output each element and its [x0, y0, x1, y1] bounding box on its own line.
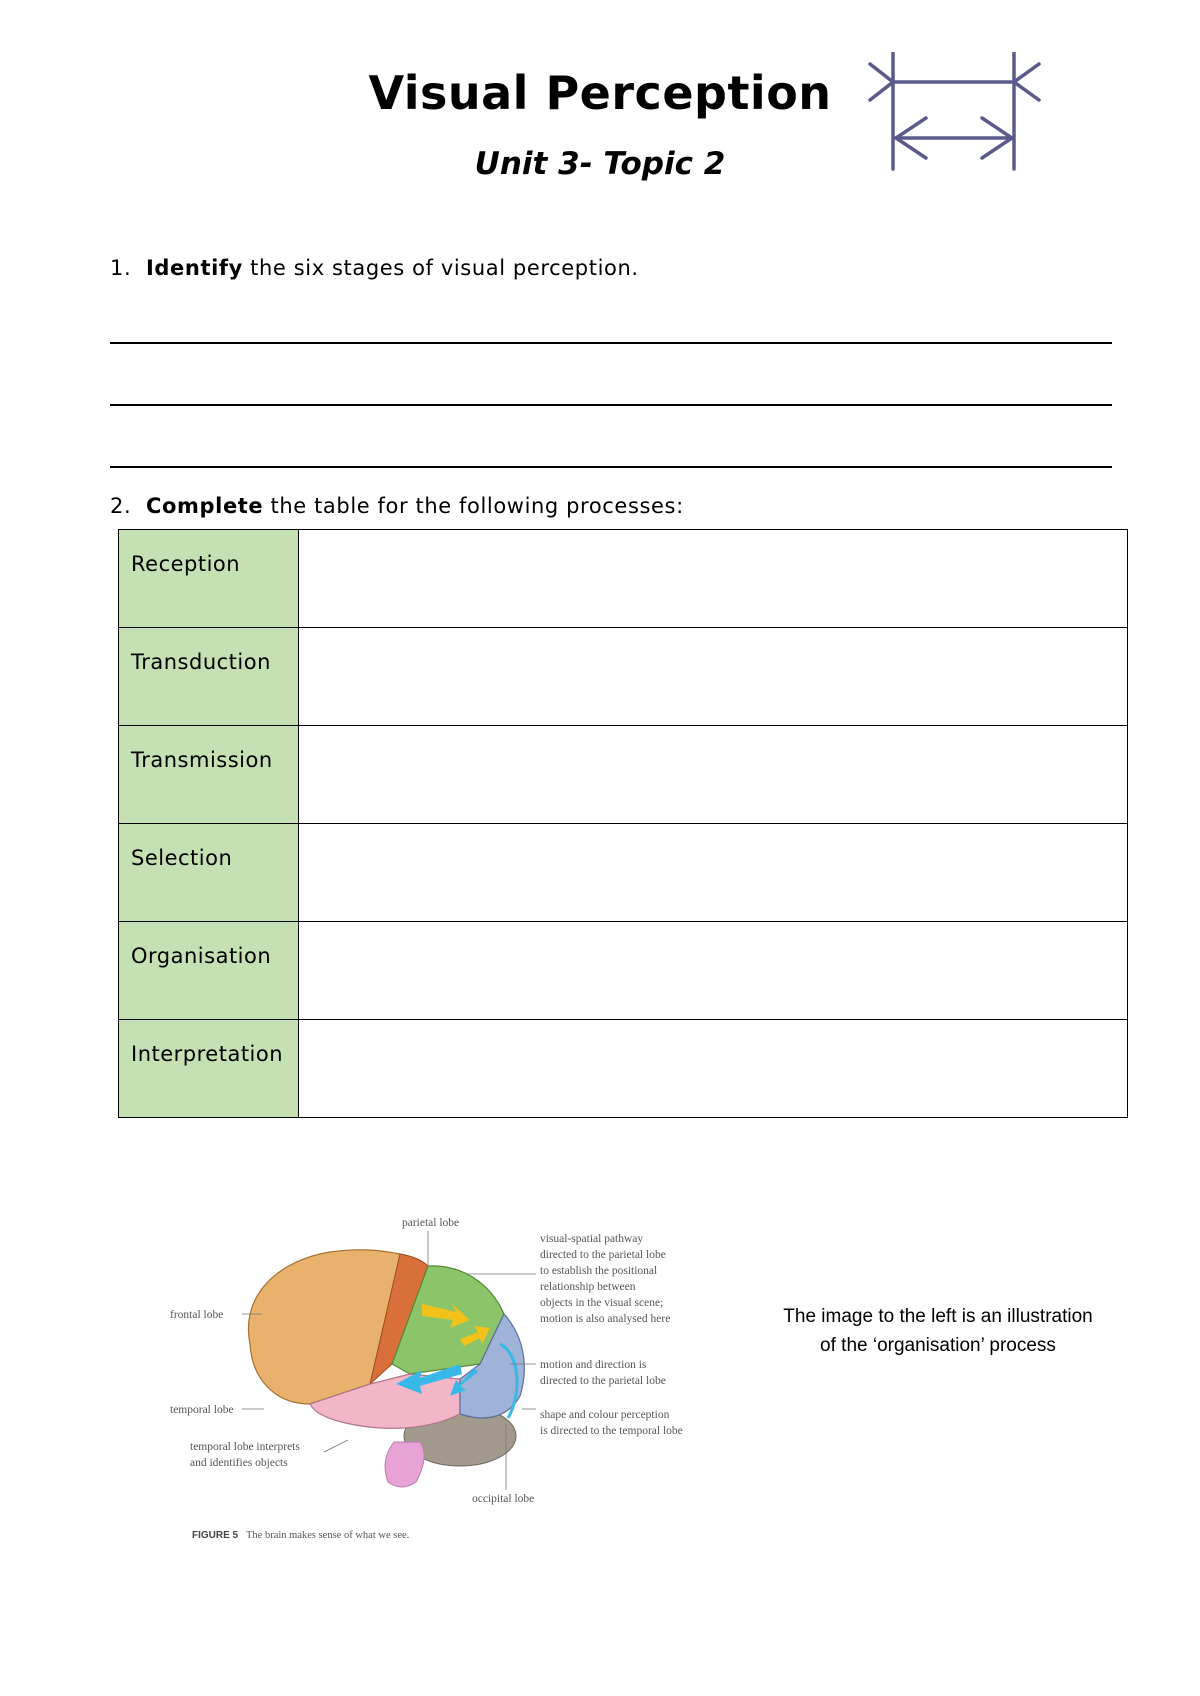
- question-2-text: the table for the following processes:: [263, 494, 684, 518]
- answer-cell-transmission[interactable]: [299, 726, 1128, 824]
- page-subtitle: Unit 3- Topic 2: [474, 146, 726, 182]
- table-row: [119, 824, 1128, 922]
- label-vs-2: directed to the parietal lobe: [540, 1249, 666, 1261]
- question-1-verb: Identify: [146, 256, 243, 280]
- label-vs-3: to establish the positional: [540, 1265, 658, 1277]
- answer-cell-transduction[interactable]: [299, 628, 1128, 726]
- table-row: [119, 1020, 1128, 1118]
- label-temporal-note-1: temporal lobe interprets: [190, 1441, 300, 1453]
- table-row: [119, 726, 1128, 824]
- table-row: [119, 628, 1128, 726]
- figure-caption-text: The brain makes sense of what we see.: [246, 1530, 410, 1541]
- answer-line-3[interactable]: [110, 466, 1112, 468]
- label-frontal-lobe: frontal lobe: [170, 1309, 224, 1321]
- figure-caption-label: FIGURE 5: [192, 1530, 239, 1541]
- row-label-transduction: Transduction: [119, 628, 299, 726]
- question-1-text: the six stages of visual perception.: [242, 256, 639, 280]
- row-label-selection: Selection: [119, 824, 299, 922]
- answer-line-1[interactable]: [110, 342, 1112, 344]
- question-2-verb: Complete: [146, 494, 264, 518]
- page-title: Visual Perception: [368, 66, 832, 120]
- table-row: [119, 922, 1128, 1020]
- label-temporal-note-2: and identifies objects: [190, 1457, 288, 1469]
- brain-illustration: [160, 1204, 720, 1564]
- answer-cell-organisation[interactable]: [299, 922, 1128, 1020]
- label-occipital-lobe: occipital lobe: [472, 1493, 535, 1505]
- side-caption: [760, 1302, 1116, 1360]
- question-2-number: 2.: [110, 494, 132, 518]
- label-shape-2: is directed to the temporal lobe: [540, 1425, 683, 1437]
- label-parietal-lobe: parietal lobe: [402, 1217, 460, 1229]
- row-label-interpretation: Interpretation: [119, 1020, 299, 1118]
- label-temporal-lobe: temporal lobe: [170, 1404, 234, 1416]
- row-label-organisation: Organisation: [119, 922, 299, 1020]
- label-motion-1: motion and direction is: [540, 1359, 647, 1371]
- answer-cell-interpretation[interactable]: [299, 1020, 1128, 1118]
- label-vs-4: relationship between: [540, 1281, 636, 1293]
- answer-cell-reception[interactable]: [299, 530, 1128, 628]
- label-vs-1: visual-spatial pathway: [540, 1233, 644, 1245]
- label-motion-2: directed to the parietal lobe: [540, 1375, 666, 1387]
- process-table: [118, 529, 1128, 1118]
- table-row: [119, 530, 1128, 628]
- label-shape-1: shape and colour perception: [540, 1409, 670, 1421]
- row-label-transmission: Transmission: [119, 726, 299, 824]
- row-label-reception: Reception: [119, 530, 299, 628]
- label-vs-5: objects in the visual scene;: [540, 1297, 664, 1309]
- label-vs-6: motion is also analysed here: [540, 1313, 671, 1325]
- question-1-number: 1.: [110, 256, 132, 280]
- answer-cell-selection[interactable]: [299, 824, 1128, 922]
- side-caption-line-2: of the ‘organisation’ process: [820, 1335, 1056, 1356]
- question-2: [110, 494, 684, 518]
- muller-lyer-illusion-icon: [866, 52, 1046, 172]
- side-caption-line-1: The image to the left is an illustration: [783, 1306, 1093, 1327]
- question-1: [110, 256, 639, 280]
- answer-line-2[interactable]: [110, 404, 1112, 406]
